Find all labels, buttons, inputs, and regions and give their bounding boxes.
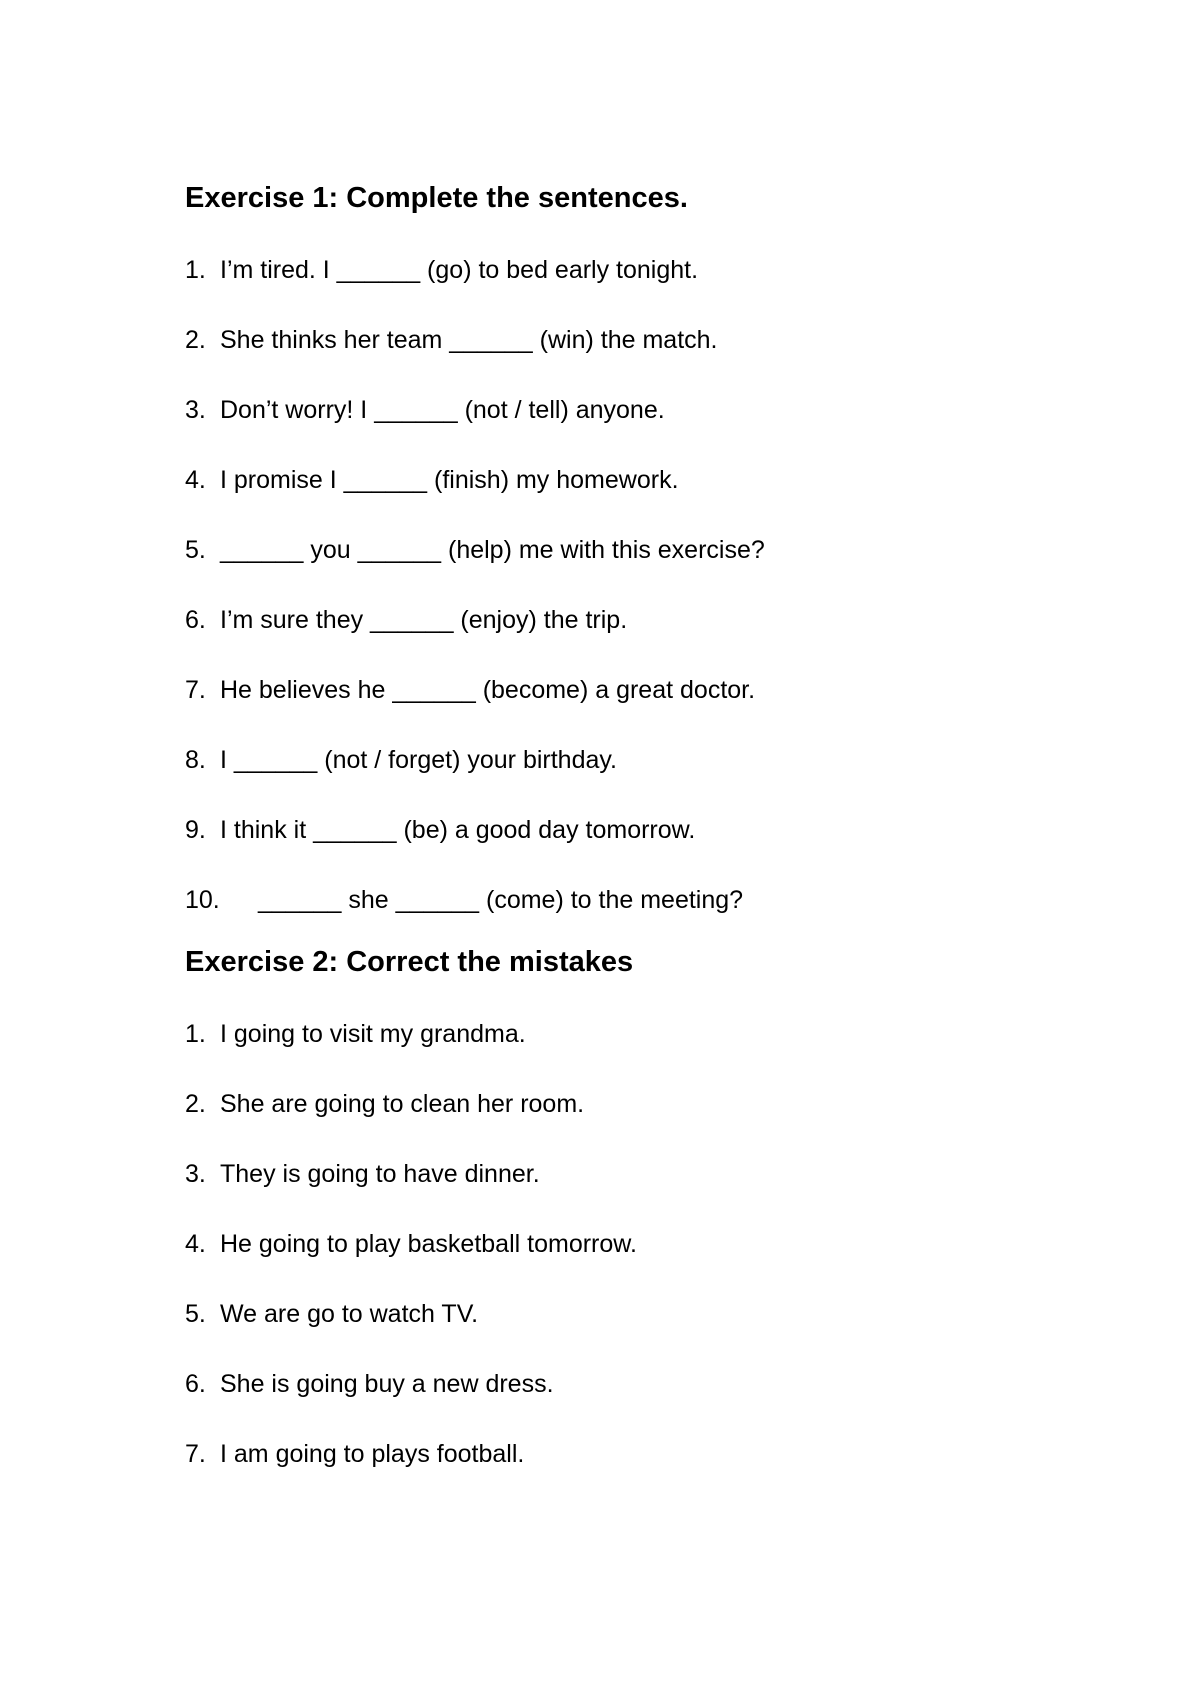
exercise-2-item (185, 1419, 1085, 1489)
exercise-1-item (185, 235, 1085, 305)
exercise-1-item (185, 795, 1085, 865)
item-text: She thinks her team ______ (win) the match. (220, 326, 718, 354)
item-number: 1. (185, 1020, 206, 1048)
item-text: ______ she ______ (come) to the meeting? (258, 886, 744, 914)
exercise-1-item (185, 305, 1085, 375)
exercise-2-item (185, 1349, 1085, 1419)
item-text: They is going to have dinner. (220, 1160, 540, 1188)
exercise-1-item (185, 375, 1085, 445)
item-text: I promise I ______ (finish) my homework. (220, 466, 679, 494)
item-number: 6. (185, 606, 206, 634)
item-text: Don’t worry! I ______ (not / tell) anyone. (220, 396, 665, 424)
exercise-2 (185, 942, 1085, 1489)
item-number: 1. (185, 256, 206, 284)
item-text: She are going to clean her room. (220, 1090, 585, 1118)
exercise-1-item (185, 445, 1085, 515)
exercise-2-list (185, 999, 1085, 1489)
exercise-1-item (185, 725, 1085, 795)
item-number: 4. (185, 1230, 206, 1258)
exercise-2-item (185, 1209, 1085, 1279)
item-number: 2. (185, 326, 206, 354)
item-text: I ______ (not / forget) your birthday. (220, 746, 617, 774)
item-text: ______ you ______ (help) me with this exercise? (220, 536, 765, 564)
item-text: She is going buy a new dress. (220, 1370, 554, 1398)
item-number: 7. (185, 1440, 206, 1468)
item-number: 2. (185, 1090, 206, 1118)
exercise-1-title: Exercise 1: Complete the sentences. (185, 182, 688, 214)
item-number: 8. (185, 746, 206, 774)
item-text: He believes he ______ (become) a great doctor. (220, 676, 756, 704)
item-number: 10. (185, 886, 220, 914)
item-number: 5. (185, 1300, 206, 1328)
item-text: I am going to plays football. (220, 1440, 525, 1468)
exercise-1-item (185, 655, 1085, 725)
exercise-1-item (185, 865, 1085, 935)
item-number: 3. (185, 1160, 206, 1188)
item-text: He going to play basketball tomorrow. (220, 1230, 637, 1258)
exercise-1 (185, 178, 1085, 935)
item-text: I’m sure they ______ (enjoy) the trip. (220, 606, 628, 634)
exercise-2-item (185, 1069, 1085, 1139)
exercise-1-item (185, 515, 1085, 585)
exercise-2-item (185, 999, 1085, 1069)
item-number: 4. (185, 466, 206, 494)
exercise-2-item (185, 1279, 1085, 1349)
item-number: 7. (185, 676, 206, 704)
item-number: 3. (185, 396, 206, 424)
spacer (185, 982, 1085, 999)
item-number: 5. (185, 536, 206, 564)
exercise-1-list (185, 235, 1085, 935)
spacer (185, 218, 1085, 235)
item-text: I’m tired. I ______ (go) to bed early tonight. (220, 256, 699, 284)
exercise-2-title: Exercise 2: Correct the mistakes (185, 946, 634, 978)
item-number: 6. (185, 1370, 206, 1398)
item-number: 9. (185, 816, 206, 844)
exercise-2-item (185, 1139, 1085, 1209)
item-text: We are go to watch TV. (220, 1300, 479, 1328)
item-text: I think it ______ (be) a good day tomorrow. (220, 816, 696, 844)
item-text: I going to visit my grandma. (220, 1020, 526, 1048)
exercise-1-item (185, 585, 1085, 655)
